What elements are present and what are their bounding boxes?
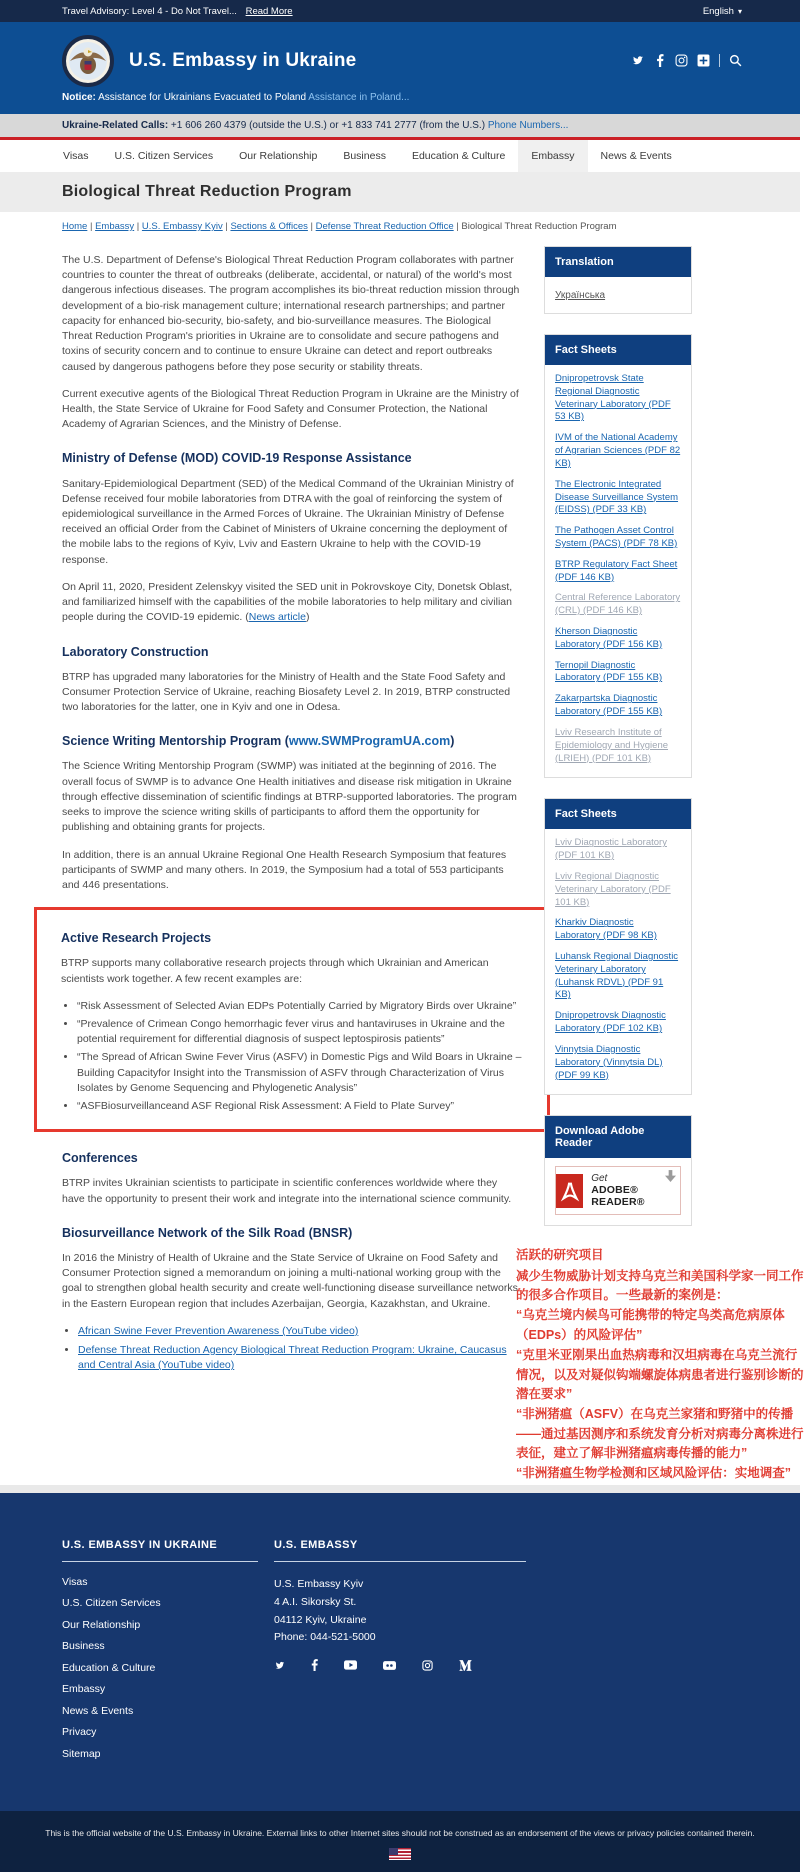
research-project-item: • “The Spread of African Swine Fever Virus (ASFV) in Domestic Pigs and Wild Boars in Ukraine – Building Capacityfor Insight into the Transmission of ASFV through Characterization of Virus Isolates by Genome Sequencing and Phylogenetic Analysis” [77, 1050, 529, 1096]
embassy-address-line: 4 A.I. Sikorsky St. [274, 1595, 357, 1608]
fact-sheet-link[interactable]: Kharkiv Diagnostic Laboratory (PDF 98 KB) [555, 917, 657, 942]
intro-paragraph-1: The U.S. Department of Defense's Biological Threat Reduction Program collaborates with partner countries to counter the threat of outbreaks (deliberate, accidental, or natural) of the world's most dangerous infectious diseases. The program accomplishes its bio-threat reduction mission through development of a bio-risk management culture; international research partnerships; and partner capacity for enhanced bio-security, bio-safety, and bio-surveillance measures. The Biological Threat Reduction Program's priorities in Ukraine are to consolidate and secure pathogens and toxins of security concern and to continue to ensure Ukraine can detect and report outbreaks caused by dangerous pathogens before they pose security or stability threats. [62, 254, 520, 373]
bnsr-heading: Biosurveillance Network of the Silk Road (BNSR) [62, 1225, 353, 1240]
breadcrumb-item [223, 221, 308, 232]
notice-text: Assistance for Ukrainians Evacuated to Poland [95, 92, 309, 103]
footer-col1-title: U.S. EMBASSY IN UKRAINE [62, 1538, 218, 1551]
chevron-down-icon: ▾ [737, 6, 742, 16]
flickr-icon[interactable] [383, 1661, 396, 1670]
footer-contact-column [274, 1539, 604, 1770]
mod-paragraph-1: Sanitary-Epidemiological Department (SED) of the Medical Command of the Ukrainian Ministry of Defense received four mobile laboratories from DTRA with the goal of reinforcing the system of epidemiological surveillance in the Armed Forces of Ukraine. The Ukrainian Ministry of Defense received an official Order from the Cabinet of Ministers of Ukraine concerning the deployment of the mobile labs to the regions of Kyiv, Lviv and Eastern Ukraine to help with the COVID-19 response. [62, 477, 514, 566]
site-title[interactable]: U.S. Embassy in Ukraine [129, 49, 357, 71]
breadcrumb [0, 212, 800, 236]
fact-sheet-link[interactable]: Central Reference Laboratory (CRL) (PDF 146 KB) [555, 592, 681, 617]
breadcrumb-link[interactable]: Embassy [95, 221, 135, 232]
plus-share-icon[interactable] [697, 54, 710, 67]
youtube-video-link[interactable]: African Swine Fever Prevention Awareness (YouTube video) [78, 1324, 359, 1337]
conferences-heading: Conferences [62, 1151, 138, 1166]
footer-nav-link[interactable]: Embassy [62, 1683, 106, 1696]
nav-item[interactable]: News & Events [600, 150, 672, 162]
news-article-link[interactable]: News article [248, 611, 306, 624]
adobe-get-label: Get [591, 1173, 608, 1185]
adobe-reader-badge[interactable] [555, 1166, 681, 1215]
bottom-disclaimer-bar [0, 1811, 800, 1872]
youtube-icon[interactable] [344, 1660, 357, 1670]
annotation-line: 活跃的研究项目 [516, 1248, 604, 1263]
annotation-line: “非洲猪瘟（ASFV）在乌克兰家猪和野猪中的传播——通过基因测序和系统发育分析对病毒分离株进行表征，建立了解非洲猪瘟病毒传播的能力” [516, 1407, 804, 1461]
footer-rule [62, 1561, 258, 1562]
conferences-paragraph: BTRP invites Ukrainian scientists to participate in scientific conferences worldwide where they have the opportunity to present their work and integrate into the international science community. [62, 1177, 512, 1205]
icon-divider [719, 54, 720, 67]
chinese-translation-annotation [516, 1246, 808, 1484]
swmp-paragraph-1: The Science Writing Mentorship Program (SWMP) was initiated at the beginning of 2016. The overall focus of SWMP is to advance One Health initiatives and disease risk mitigation in Ukraine through effective dissemination of scientific findings at BTRP-supported laboratories. The program seeks to improve the science writing skills of participants to afford them the opportunity for publishing and obtaining grants for projects. [62, 760, 517, 834]
twitter-icon[interactable] [631, 54, 644, 67]
assistance-in-poland-link[interactable]: Assistance in Poland... [308, 92, 410, 103]
breadcrumb-item [87, 221, 134, 232]
fact-sheet-link[interactable]: Luhansk Regional Diagnostic Veterinary Laboratory (Luhansk RDVL) (PDF 91 KB) [555, 951, 679, 1001]
breadcrumb-link[interactable]: Sections & Offices [230, 221, 308, 232]
adobe-reader-box [544, 1115, 692, 1226]
page-title-band [0, 172, 800, 212]
fact-sheets-1-header: Fact Sheets [545, 335, 691, 365]
adobe-box-header: Download Adobe Reader [545, 1116, 691, 1158]
instagram-icon[interactable] [675, 54, 688, 67]
fact-sheets-2-header: Fact Sheets [545, 799, 691, 829]
fact-sheet-link[interactable]: Vinnytsia Diagnostic Laboratory (Vinnytsia DL) (PDF 99 KB) [555, 1043, 663, 1081]
breadcrumb-link[interactable]: U.S. Embassy Kyiv [141, 221, 223, 232]
footer-nav-link[interactable]: Education & Culture [62, 1661, 156, 1674]
medium-icon[interactable] [459, 1660, 472, 1671]
mod-paragraph-2-text: On April 11, 2020, President Zelenskyy visited the SED unit in Pokrovskoye City, Donetsk Oblast, and familiarized himself with the capabilities of the mobile laboratories to help military and civilian people during the COVID-19 epidemic. ( [62, 580, 513, 624]
fact-sheet-link[interactable]: Kherson Diagnostic Laboratory (PDF 156 KB) [555, 626, 663, 650]
fact-sheet-link[interactable]: Lviv Regional Diagnostic Veterinary Laboratory (PDF 101 KB) [555, 870, 671, 908]
facebook-icon[interactable] [311, 1659, 318, 1671]
nav-item[interactable]: Business [343, 150, 386, 162]
calls-label: Ukraine-Related Calls: [62, 120, 169, 131]
annotation-line: “非洲猪瘟生物学检测和区域风险评估：实地调查” [516, 1466, 792, 1481]
active-research-highlight-box [34, 907, 550, 1132]
fact-sheet-link[interactable]: Dnipropetrovsk Diagnostic Laboratory (PDF 102 KB) [555, 1010, 666, 1035]
breadcrumb-item [62, 221, 87, 232]
nav-item[interactable]: Our Relationship [239, 150, 318, 162]
fact-sheet-link[interactable]: Ternopil Diagnostic Laboratory (PDF 155 KB) [555, 659, 663, 684]
fact-sheet-link[interactable]: The Electronic Integrated Disease Surveillance System (EIDSS) (PDF 33 KB) [555, 478, 679, 516]
mod-heading: Ministry of Defense (MOD) COVID-19 Response Assistance [62, 451, 412, 466]
notice-bar [0, 90, 800, 114]
calls-text: +1 606 260 4379 (outside the U.S.) or +1 833 741 2777 (from the U.S.) [168, 120, 488, 131]
youtube-video-link[interactable]: Defense Threat Reduction Agency Biological Threat Reduction Program: Ukraine, Caucasus and Central Asia (YouTube video) [78, 1344, 507, 1372]
lab-construction-paragraph: BTRP has upgraded many laboratories for the Ministry of Health and the State Food Safety and Consumer Protection Service of Ukraine, reaching Biosafety Level 2. In 2019, BTRP constructed two laboratories for the latter, one in Kyiv and one in Odesa. [62, 670, 511, 714]
sidebar [516, 244, 804, 1485]
footer-nav-link[interactable]: Privacy [62, 1726, 97, 1739]
footer-nav-link[interactable]: U.S. Citizen Services [62, 1597, 161, 1610]
nav-item[interactable]: Embassy [518, 140, 587, 172]
fact-sheets-box-1 [544, 334, 692, 778]
footer-col2-title: U.S. EMBASSY [274, 1538, 358, 1551]
footer [0, 1493, 800, 1812]
translation-box [544, 246, 692, 314]
video-link-item [78, 1343, 522, 1373]
mod-paragraph-2-close: ) [305, 611, 310, 624]
annotation-line: “乌克兰境内候鸟可能携带的特定鸟类高危病原体（EDPs）的风险评估” [516, 1308, 785, 1342]
breadcrumb-link[interactable]: Home [62, 221, 88, 232]
breadcrumb-item [134, 221, 223, 232]
nav-item[interactable]: U.S. Citizen Services [114, 150, 214, 162]
travel-advisory-text: Travel Advisory: Level 4 - Do Not Travel... [62, 5, 237, 17]
footer-links-column [62, 1539, 274, 1770]
fact-sheet-link[interactable]: The Pathogen Asset Control System (PACS) (PDF 78 KB) [555, 525, 678, 549]
disclaimer-text: This is the official website of the U.S. Embassy in Ukraine. External links to other Internet sites should not be construed as an endorsement of the views or privacy policies contained therein. [45, 1828, 755, 1839]
search-icon[interactable] [729, 54, 742, 67]
breadcrumb-link[interactable]: Biological Threat Reduction Program [461, 221, 617, 232]
nav-item[interactable]: Education & Culture [411, 150, 506, 162]
swmp-heading [62, 732, 522, 750]
notice-label: Notice: [62, 92, 96, 103]
embassy-address-line: 04112 Kyiv, Ukraine [274, 1613, 367, 1626]
active-research-paragraph: BTRP supports many collaborative research projects through which Ukrainian and American scientists work together. A few recent examples are: [61, 957, 489, 985]
embassy-seal-logo[interactable] [62, 35, 114, 87]
calls-bar [0, 114, 800, 137]
lab-construction-heading: Laboratory Construction [62, 644, 209, 659]
footer-nav-link[interactable]: Visas [62, 1575, 88, 1588]
adobe-acrobat-icon [556, 1174, 583, 1208]
mod-paragraph-2 [62, 580, 522, 626]
embassy-address-line: Phone: 044-521-5000 [274, 1631, 376, 1644]
top-utility-bar [0, 0, 800, 22]
site-header [0, 22, 800, 114]
phone-numbers-link[interactable]: Phone Numbers... [487, 120, 569, 131]
fact-sheet-link[interactable]: BTRP Regulatory Fact Sheet (PDF 146 KB) [555, 558, 678, 583]
active-research-heading: Active Research Projects [61, 931, 212, 946]
breadcrumb-link[interactable]: Defense Threat Reduction Office [315, 221, 454, 232]
facebook-icon[interactable] [653, 54, 666, 67]
swmp-heading-close: ) [450, 734, 455, 749]
bnsr-paragraph: In 2016 the Ministry of Health of Ukraine and the State Service of Ukraine on Food Safety and Consumer Protection signed a memorandum on joining a multi-national working group with the goal to strengthen global health security and create well-functioning disease surveillance networks in the Eastern European region that includes Azerbaijan, Georgia, Kazakhstan, and Ukraine. [62, 1251, 518, 1310]
footer-nav-link[interactable]: News & Events [62, 1704, 134, 1717]
research-project-item: • “ASFBiosurveillanceand ASF Regional Risk Assessment: A Field to Plate Survey” [77, 1099, 529, 1114]
intro-paragraph-2: Current executive agents of the Biological Threat Reduction Program in Ukraine are the Ministry of Health, the State Service of Ukraine for Food Safety and Consumer Protection, the National Academy of Agrarian Sciences, and the Ministry of Defense. [62, 387, 519, 431]
swmp-heading-text: Science Writing Mentorship Program ( [62, 734, 289, 749]
footer-nav-link[interactable]: Business [62, 1640, 105, 1653]
fact-sheet-link[interactable]: Zakarpartska Diagnostic Laboratory (PDF 155 KB) [555, 693, 663, 718]
breadcrumb-item [454, 221, 617, 232]
active-research-list [77, 999, 529, 1115]
download-arrow-icon [665, 1170, 676, 1188]
adobe-reader-label: ADOBE® READER® [591, 1184, 645, 1209]
bnsr-video-links [78, 1324, 522, 1374]
fact-sheet-link[interactable]: Lviv Diagnostic Laboratory (PDF 101 KB) [555, 837, 667, 862]
main-content [62, 244, 522, 1377]
instagram-icon[interactable] [422, 1660, 433, 1671]
us-flag-icon [389, 1848, 411, 1860]
language-selector[interactable] [703, 6, 742, 17]
page-title: Biological Threat Reduction Program [62, 183, 352, 200]
annotation-line: “克里米亚刚果出血热病毒和汉坦病毒在乌克兰流行情况，以及对疑似钩端螺旋体病患者进行鉴别诊断的潜在要求” [516, 1348, 804, 1401]
footer-rule [274, 1561, 526, 1562]
embassy-address-line: U.S. Embassy Kyiv [274, 1577, 364, 1590]
swmp-website-link[interactable]: www.SWMProgramUA.com [288, 734, 451, 749]
research-project-item: • “Prevalence of Crimean Congo hemorrhagic fever virus and hantaviruses in Ukraine and the potential requirement for differential diagnosis of suspect leptospirosis patients” [77, 1017, 529, 1047]
fact-sheet-link[interactable]: Dnipropetrovsk State Regional Diagnostic Veterinary Laboratory (PDF 53 KB) [555, 373, 671, 423]
read-more-link[interactable]: Read More [245, 5, 293, 17]
ukrainian-translation-link[interactable]: Українська [555, 290, 606, 301]
annotation-line: 减少生物威胁计划支持乌克兰和美国科学家一同工作的很多合作项目。一些最新的案例是： [516, 1268, 804, 1303]
footer-nav-link[interactable]: Our Relationship [62, 1618, 141, 1631]
pre-footer-divider [0, 1485, 800, 1493]
video-link-item [78, 1324, 522, 1339]
translation-box-header: Translation [545, 247, 691, 277]
fact-sheet-link[interactable]: Lviv Research Institute of Epidemiology and Hygiene (LRIEH) (PDF 101 KB) [555, 726, 669, 764]
travel-advisory [62, 6, 293, 17]
language-label: English [702, 5, 734, 17]
research-project-item: • “Risk Assessment of Selected Avian EDPs Potentially Carried by Migratory Birds over Ukraine” [77, 999, 529, 1014]
breadcrumb-item [308, 221, 454, 232]
main-nav [0, 140, 800, 172]
footer-nav-link[interactable]: Sitemap [62, 1747, 101, 1760]
twitter-icon[interactable] [274, 1660, 285, 1671]
nav-item[interactable]: Visas [63, 150, 89, 162]
fact-sheet-link[interactable]: IVM of the National Academy of Agrarian Sciences (PDF 82 KB) [555, 432, 681, 469]
fact-sheets-box-2 [544, 798, 692, 1095]
swmp-paragraph-2: In addition, there is an annual Ukraine Regional One Health Research Symposium that features participants of SWMP and many others. In 2019, the Symposium had a total of 553 participants and 446 presentations. [62, 848, 507, 891]
